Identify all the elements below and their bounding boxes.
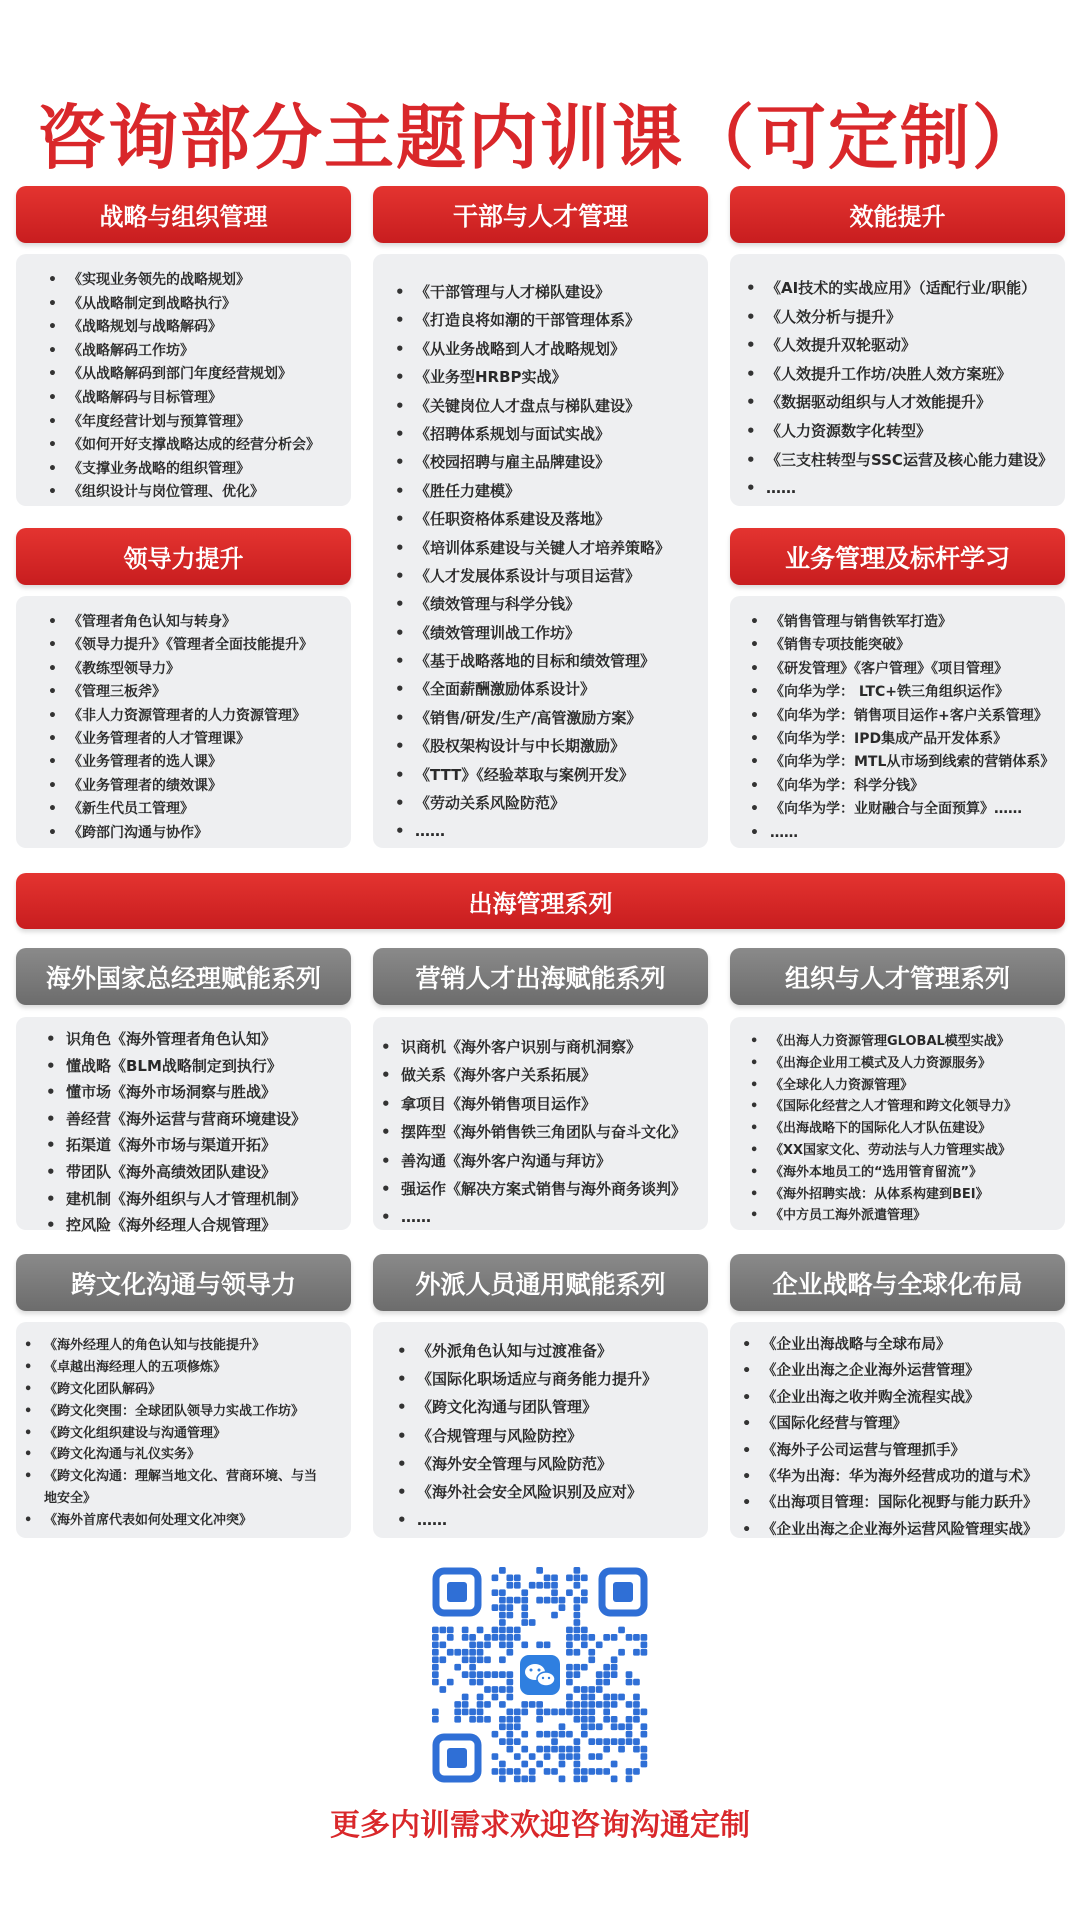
course-item: • 强运作《解决方案式销售与海外商务谈判》 (401, 1175, 708, 1203)
section-header-strategy: 战略与组织管理 (16, 186, 351, 243)
course-item: • 《销售管理与销售铁军打造》 (770, 611, 1065, 634)
list-expat (417, 1337, 708, 1534)
list-marketing (401, 1033, 708, 1232)
course-item: • 拓渠道《海外市场与渠道开拓》 (66, 1132, 351, 1159)
course-item: • 《TTT》《经验萃取与案例开发》 (415, 761, 708, 789)
course-item: • 《年度经营计划与预算管理》 (68, 411, 351, 435)
course-item: • 《业务管理者的选人课》 (68, 751, 351, 774)
page-title: 咨询部分主题内训课（可定制） (36, 97, 1044, 179)
list-gm (66, 1026, 351, 1239)
section-header-gm: 海外国家总经理赋能系列 (16, 948, 351, 1005)
course-item: • 《跨文化沟通：理解当地文化、营商环境、与当 (44, 1466, 351, 1488)
course-item: • 《战略解码与目标管理》 (68, 387, 351, 411)
course-item: 地安全》 (44, 1491, 97, 1507)
course-item: • 《跨文化沟通与团队管理》 (417, 1393, 708, 1421)
panel-business (730, 596, 1065, 848)
section-header-org: 组织与人才管理系列 (730, 948, 1065, 1005)
course-item: • 《跨文化团队解码》 (44, 1379, 351, 1401)
course-item: • 《华为出海：华为海外经营成功的道与术》 (762, 1464, 1065, 1490)
course-item: • 《组织设计与岗位管理、优化》 (68, 481, 351, 505)
course-item: • 拿项目《海外销售项目运作》 (401, 1090, 708, 1118)
course-item: • …… (415, 817, 708, 845)
course-item: • 《销售专项技能突破》 (770, 634, 1065, 657)
course-item: • 《向华为学： LTC+铁三角组织运作》 (770, 681, 1065, 704)
course-item: • …… (766, 474, 1065, 503)
panel-strategy (16, 254, 351, 506)
course-item: • 《合规管理与风险防控》 (417, 1422, 708, 1450)
panel-talent (373, 254, 708, 848)
section-header-crosscultural: 跨文化沟通与领导力 (16, 1254, 351, 1311)
course-item: • 《从战略制定到战略执行》 (68, 293, 351, 317)
course-item: • 《跨部门沟通与协作》 (68, 822, 351, 845)
course-item: • 《向华为学：MTL从市场到线索的营销体系》 (770, 751, 1065, 774)
course-item: • 《教练型领导力》 (68, 658, 351, 681)
course-item: • 《如何开好支撑战略达成的经营分析会》 (68, 434, 351, 458)
course-item: • …… (417, 1506, 708, 1534)
section-header-leadership: 领导力提升 (16, 528, 351, 585)
course-item: • 《培训体系建设与关键人才培养策略》 (415, 534, 708, 562)
list-crosscultural (44, 1335, 351, 1532)
course-item: • 《领导力提升》《管理者全面技能提升》 (68, 634, 351, 657)
course-item: • 《从业务战略到人才战略规划》 (415, 335, 708, 363)
course-item: • 建机制《海外组织与人才管理机制》 (66, 1186, 351, 1213)
course-item: • 《实现业务领先的战略规划》 (68, 269, 351, 293)
course-item: • 《从战略解码到部门年度经营规划》 (68, 363, 351, 387)
list-org (770, 1031, 1065, 1227)
course-item: • 善经营《海外运营与营商环境建设》 (66, 1106, 351, 1133)
course-item: • 《人力资源数字化转型》 (766, 417, 1065, 446)
section-header-efficiency: 效能提升 (730, 186, 1065, 243)
list-business (770, 611, 1065, 845)
course-item: • 《胜任力建模》 (415, 477, 708, 505)
qr-code-graphic (432, 1567, 648, 1783)
panel-global (730, 1322, 1065, 1538)
course-item: • 《业务管理者的绩效课》 (68, 775, 351, 798)
course-item: • 摆阵型《海外销售铁三角团队与奋斗文化》 (401, 1118, 708, 1146)
course-item: • 控风险《海外经理人合规管理》 (66, 1212, 351, 1239)
course-item: • 《战略规划与战略解码》 (68, 316, 351, 340)
course-item: • 《企业出海之企业海外运营风险管理实战》 (762, 1517, 1065, 1543)
course-item: • 《支撑业务战略的组织管理》 (68, 458, 351, 482)
course-item: • 《卓越出海经理人的五项修炼》 (44, 1357, 351, 1379)
section-header-global: 企业战略与全球化布局 (730, 1254, 1065, 1311)
course-item: • 《国际化经营与管理》 (762, 1411, 1065, 1437)
list-leadership (68, 611, 351, 845)
course-item: • 《数据驱动组织与人才效能提升》 (766, 388, 1065, 417)
course-item: • 《劳动关系风险防范》 (415, 789, 708, 817)
course-item: • 《跨文化突围：全球团队领导力实战工作坊》 (44, 1401, 351, 1423)
list-efficiency (766, 274, 1065, 503)
course-item: • 《业务型HRBP实战》 (415, 363, 708, 391)
course-item: • 《出海项目管理：国际化视野与能力跃升》 (762, 1490, 1065, 1516)
course-item: • 《关键岗位人才盘点与梯队建设》 (415, 392, 708, 420)
course-item: • 《海外社会安全风险识别及应对》 (417, 1478, 708, 1506)
panel-expat (373, 1322, 708, 1538)
course-item: • 《跨文化组织建设与沟通管理》 (44, 1423, 351, 1445)
course-item: • 《人效提升双轮驱动》 (766, 331, 1065, 360)
course-item: • 《跨文化沟通与礼仪实务》 (44, 1444, 351, 1466)
footer-cta: 更多内训需求欢迎咨询沟通定制 (330, 1808, 750, 1843)
panel-gm (16, 1017, 351, 1235)
panel-org (730, 1017, 1065, 1230)
panel-leadership (16, 596, 351, 848)
course-item: • 《新生代员工管理》 (68, 798, 351, 821)
course-item: • 《XX国家文化、劳动法与人力管理实战》 (770, 1140, 1065, 1162)
section-header-talent: 干部与人才管理 (373, 186, 708, 243)
course-item: • 《研发管理》《客户管理》《项目管理》 (770, 658, 1065, 681)
course-item: • 《中方员工海外派遣管理》 (770, 1205, 1065, 1227)
course-item: • 《全球化人力资源管理》 (770, 1075, 1065, 1097)
course-item: • 《海外本地员工的“选用管育留流”》 (770, 1162, 1065, 1184)
course-item: • 《业务管理者的人才管理课》 (68, 728, 351, 751)
course-item: • 《非人力资源管理者的人力资源管理》 (68, 705, 351, 728)
course-item: • 《校园招聘与雇主品牌建设》 (415, 448, 708, 476)
course-item: • 《向华为学：销售项目运作+客户关系管理》 (770, 705, 1065, 728)
course-item: • 《向华为学：科学分钱》 (770, 775, 1065, 798)
course-item: • …… (401, 1203, 708, 1231)
course-item: • 《股权架构设计与中长期激励》 (415, 732, 708, 760)
course-item: • 《海外子公司运营与管理抓手》 (762, 1438, 1065, 1464)
course-item: • 《招聘体系规划与面试实战》 (415, 420, 708, 448)
course-item: • 《向华为学：业财融合与全面预算》…… (770, 798, 1065, 821)
course-item: • 《三支柱转型与SSC运营及核心能力建设》 (766, 446, 1065, 475)
course-item: • 《销售/研发/生产/高管激励方案》 (415, 704, 708, 732)
section-header-marketing: 营销人才出海赋能系列 (373, 948, 708, 1005)
course-item: • 《海外招聘实战：从体系构建到BEI》 (770, 1184, 1065, 1206)
qr-code[interactable] (432, 1567, 648, 1783)
course-item: • 《海外首席代表如何处理文化冲突》 (44, 1510, 351, 1532)
course-item: • 《AI技术的实战应用》（适配行业/职能） (766, 274, 1065, 303)
course-item: • 《干部管理与人才梯队建设》 (415, 278, 708, 306)
course-item: • 带团队《海外高绩效团队建设》 (66, 1159, 351, 1186)
course-item: • 善沟通《海外客户沟通与拜访》 (401, 1147, 708, 1175)
course-item: • 《管理者角色认知与转身》 (68, 611, 351, 634)
panel-efficiency (730, 254, 1065, 506)
course-item: • 《企业出海战略与全球布局》 (762, 1332, 1065, 1358)
course-item: • …… (770, 822, 1065, 845)
course-item: • 《绩效管理训战工作坊》 (415, 619, 708, 647)
course-item: • 《海外安全管理与风险防范》 (417, 1450, 708, 1478)
course-item: • 懂市场《海外市场洞察与胜战》 (66, 1079, 351, 1106)
course-item: • 《企业出海之企业海外运营管理》 (762, 1358, 1065, 1384)
course-item: • 《全面薪酬激励体系设计》 (415, 675, 708, 703)
course-item: • 《绩效管理与科学分钱》 (415, 590, 708, 618)
course-item: • 识角色《海外管理者角色认知》 (66, 1026, 351, 1053)
section-header-expat: 外派人员通用赋能系列 (373, 1254, 708, 1311)
overseas-banner: 出海管理系列 (16, 873, 1065, 929)
course-item: • 《基于战略落地的目标和绩效管理》 (415, 647, 708, 675)
course-item: • 《打造良将如潮的干部管理体系》 (415, 306, 708, 334)
course-item: • 《出海战略下的国际化人才队伍建设》 (770, 1118, 1065, 1140)
course-item: • 《国际化经营之人才管理和跨文化领导力》 (770, 1096, 1065, 1118)
panel-marketing (373, 1017, 708, 1230)
section-header-business: 业务管理及标杆学习 (730, 528, 1065, 585)
course-item: • 《向华为学：IPD集成产品开发体系》 (770, 728, 1065, 751)
course-item: • 《任职资格体系建设及落地》 (415, 505, 708, 533)
course-item: • 《出海企业用工模式及人力资源服务》 (770, 1053, 1065, 1075)
course-item: • 《出海人力资源管理GLOBAL模型实战》 (770, 1031, 1065, 1053)
course-item: • 《战略解码工作坊》 (68, 340, 351, 364)
course-item: • 做关系《海外客户关系拓展》 (401, 1061, 708, 1089)
course-item: • 《人才发展体系设计与项目运营》 (415, 562, 708, 590)
course-item: • 《人效分析与提升》 (766, 303, 1065, 332)
course-item: • 识商机《海外客户识别与商机洞察》 (401, 1033, 708, 1061)
list-strategy (68, 269, 351, 505)
list-global (762, 1332, 1065, 1543)
course-item: • 懂战略《BLM战略制定到执行》 (66, 1053, 351, 1080)
course-item: • 《国际化职场适应与商务能力提升》 (417, 1365, 708, 1393)
wechat-icon (516, 1651, 564, 1699)
panel-crosscultural (16, 1322, 351, 1538)
course-item: • 《海外经理人的角色认知与技能提升》 (44, 1335, 351, 1357)
course-item: • 《管理三板斧》 (68, 681, 351, 704)
course-item: • 《企业出海之收并购全流程实战》 (762, 1385, 1065, 1411)
list-talent (415, 278, 708, 846)
course-item: • 《人效提升工作坊/决胜人效方案班》 (766, 360, 1065, 389)
course-item: • 《外派角色认知与过渡准备》 (417, 1337, 708, 1365)
